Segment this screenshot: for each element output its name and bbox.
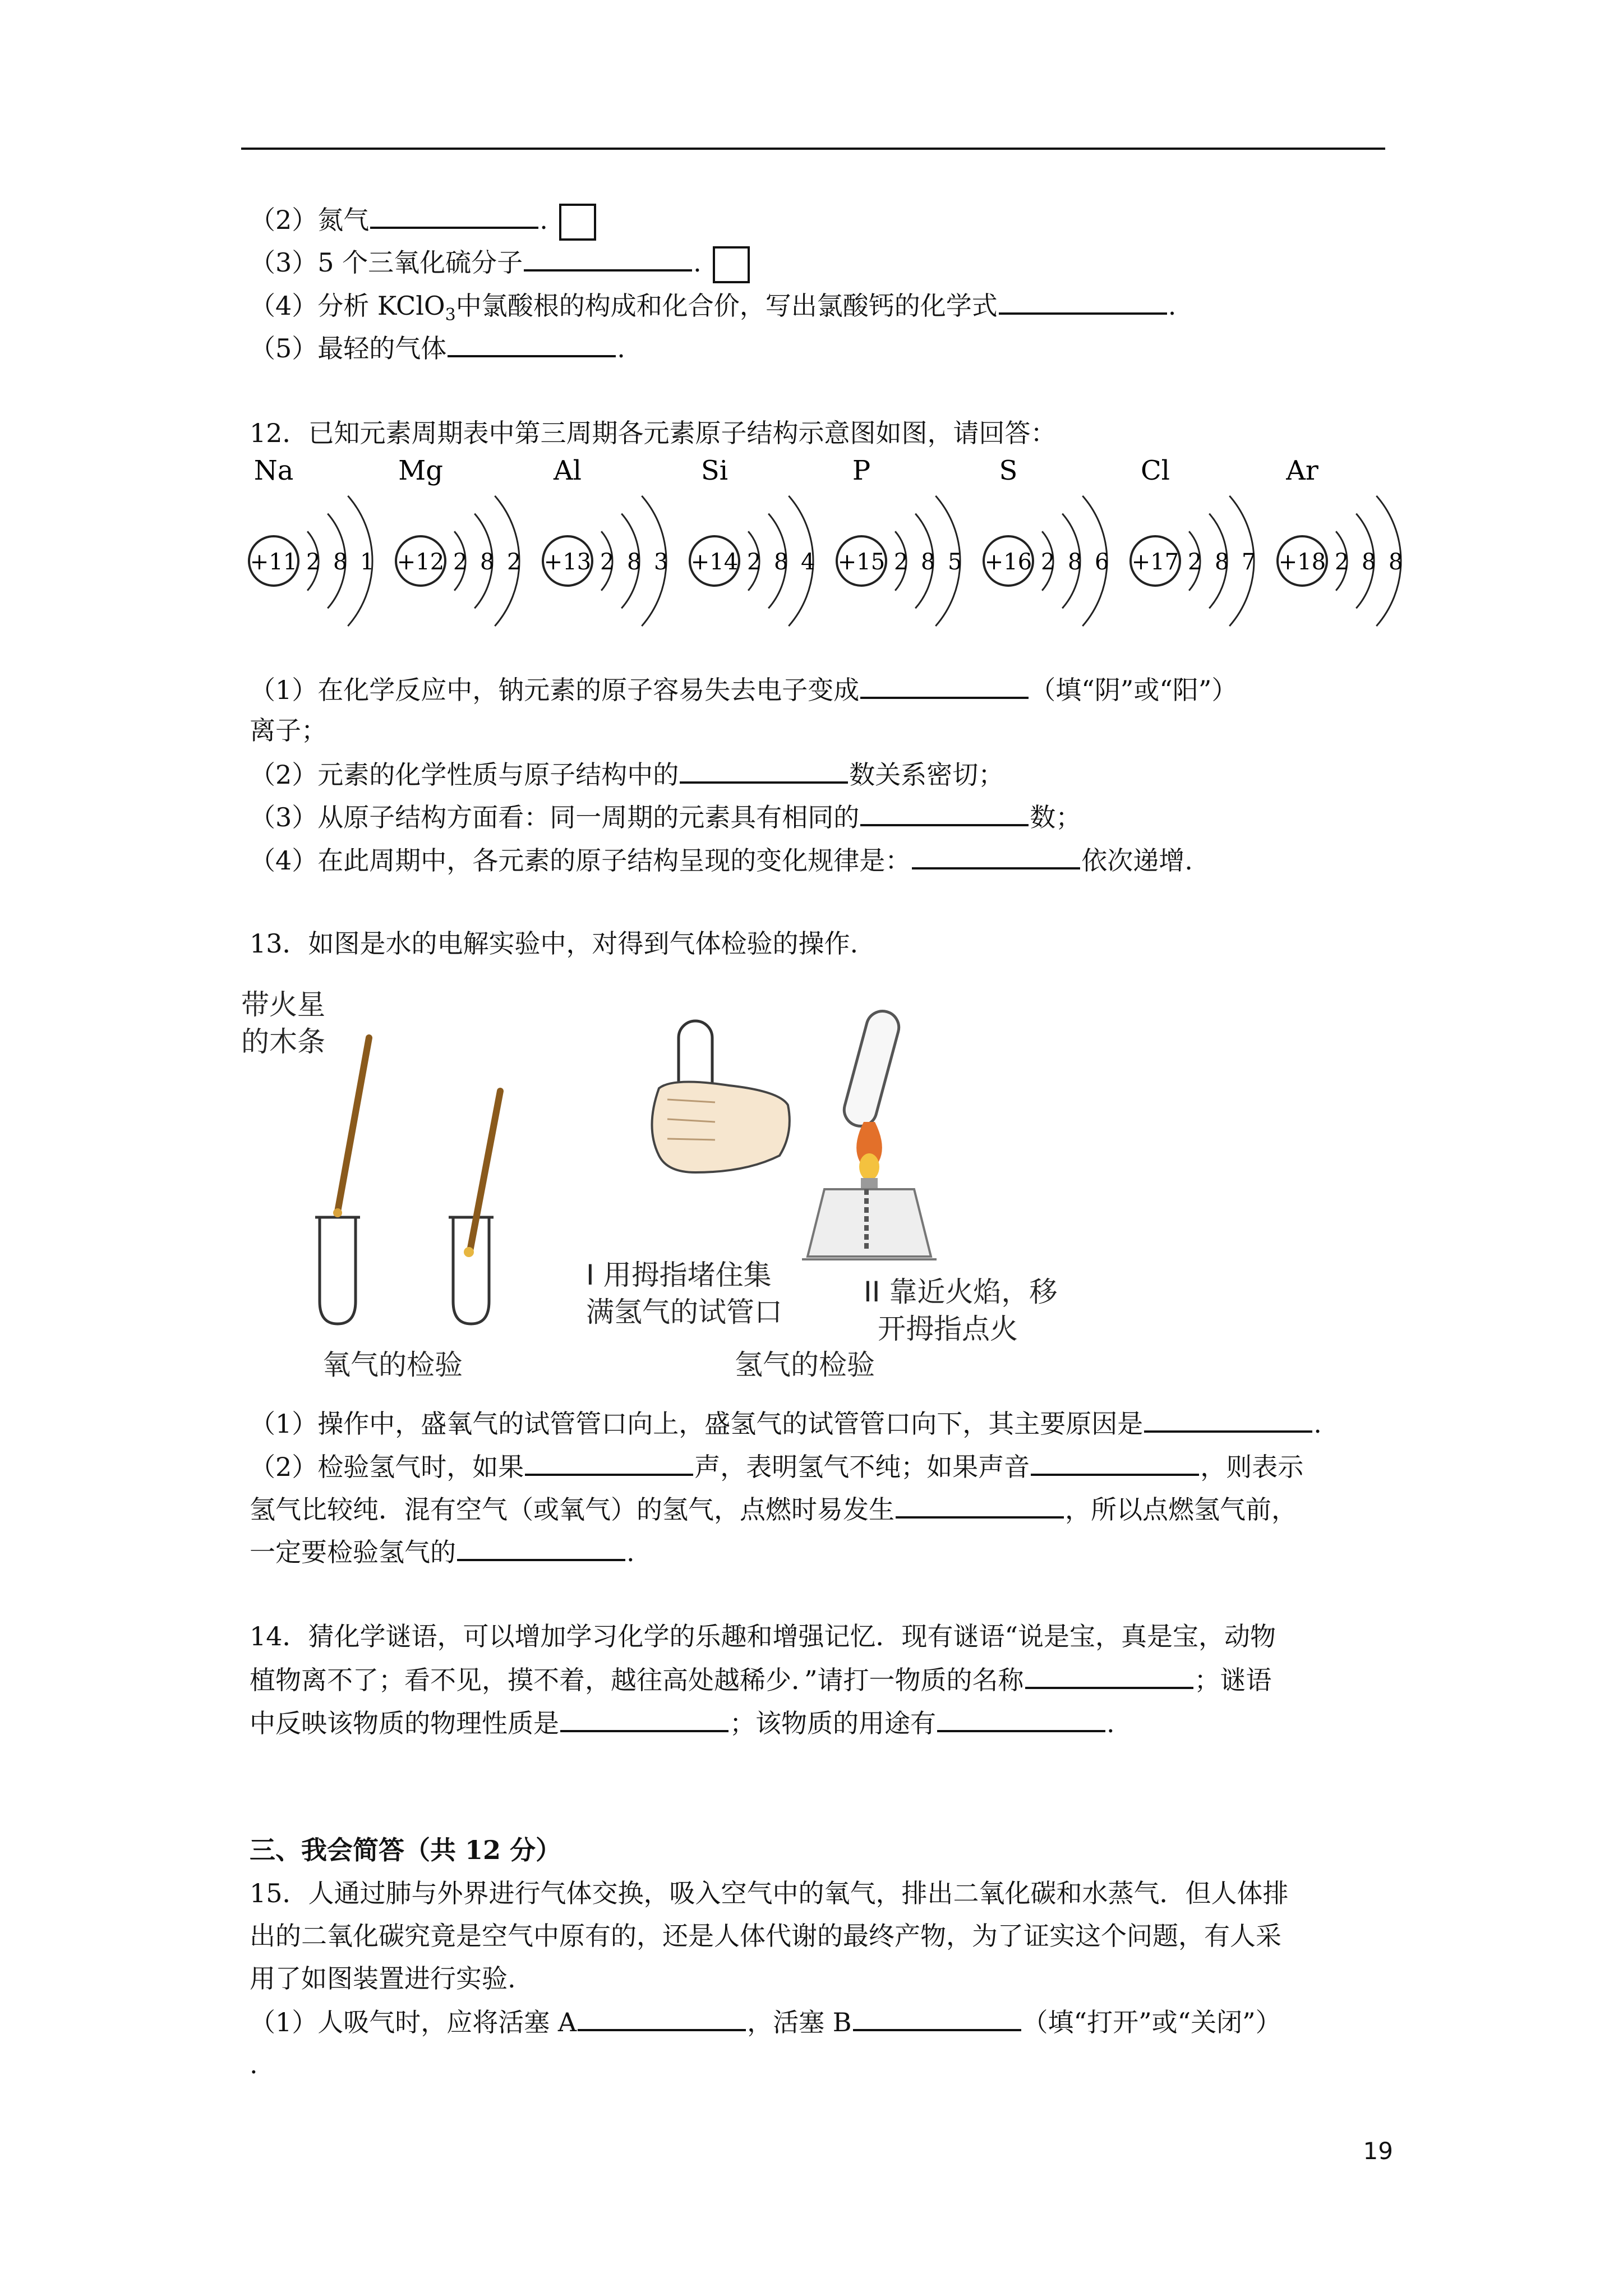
q12-part2-text: （2）元素的化学性质与原子结构中的 [250,760,679,790]
q11-part5-text: （5）最轻的气体 [250,333,447,364]
q14-line1: 14．猜化学谜语，可以增加学习化学的乐趣和增强记忆．现有谜语“说是宝，真是宝，动物 [250,1621,1276,1651]
q15-part1-hint: （填“打开”或“关闭”） [1022,2007,1281,2037]
electron-count: 5 [948,549,962,575]
electron-count: 2 [747,549,762,575]
answer-blank[interactable] [525,1449,693,1476]
electron-count: 7 [1242,549,1256,575]
test-tube-1 [315,1217,360,1324]
subscript: 3 [445,305,456,325]
element-symbol: Si [700,455,728,486]
q13-part2-text: （2）检验氢气时，如果 [250,1452,524,1482]
q14-line3-mid: ；该物质的用途有 [730,1708,936,1738]
q14-line3-tail: . [1106,1708,1115,1738]
q12-stem: 12．已知元素周期表中第三周期各元素原子结构示意图如图，请回答： [250,418,1057,448]
answer-blank[interactable] [560,1705,728,1732]
gas-test-figure [241,987,1058,1391]
q13-part1 [250,1406,1322,1441]
q13-part2 [250,1449,1303,1484]
element-symbol: Al [553,455,582,486]
electron-count: 2 [507,549,522,575]
nucleus-charge: +11 [250,549,298,575]
q13-part2-tail: ，则表示 [1200,1452,1304,1482]
q13-part1-tail: . [1313,1409,1322,1439]
q12-part1-text: （1）在化学反应中，钠元素的原子容易失去电子变成 [250,675,860,705]
electron-count: 2 [453,549,468,575]
splint-label-2: 的木条 [241,1025,325,1058]
q15-part1 [250,2004,1281,2039]
q13-part2-text-2: 氢气比较纯．混有空气（或氧气）的氢气，点燃时易发生 [250,1494,895,1525]
q15-line3: 用了如图装置进行实验. [250,1963,516,1994]
element-symbol: S [999,455,1018,486]
element-symbol: Mg [398,455,443,486]
step2-label-1: II 靠近火焰，移 [864,1276,1058,1308]
electron-count: 8 [921,549,935,575]
q11-part4-text: （4）分析 KClO [250,291,445,321]
nucleus-charge: +14 [690,549,739,575]
step1-label-1: I 用拇指堵住集 [586,1259,772,1291]
electron-count: 2 [1335,549,1349,575]
electron-count: 1 [360,549,375,575]
element-symbol: Ar [1286,455,1318,486]
q13-stem: 13．如图是水的电解实验中，对得到气体检验的操作. [250,928,859,959]
atom-diagram-na [249,455,374,626]
answer-blank[interactable] [853,2004,1021,2031]
atom-diagram-si [690,455,815,626]
q14-line3-text: 中反映该物质的物理性质是 [250,1708,559,1738]
answer-blank[interactable] [999,288,1167,315]
q14-line2-tail: ；谜语 [1194,1665,1272,1695]
electron-count: 8 [627,549,642,575]
atom-diagram-al [543,455,668,626]
electron-count: 8 [1389,549,1403,575]
answer-blank[interactable] [1025,1662,1193,1689]
step1-label-2: 满氢气的试管口 [586,1296,782,1328]
page-number: 19 [1363,2137,1393,2165]
gas-test-illustration [241,987,970,1391]
q12-part1-cont: 离子； [250,715,327,746]
q13-part2-tail-3: . [626,1537,635,1567]
section-3-title: 三、我会简答（共 12 分） [250,1835,562,1865]
q12-part1 [250,672,1237,707]
q12-part3 [250,799,1081,834]
electron-count: 8 [480,549,495,575]
answer-blank[interactable] [1144,1406,1312,1433]
answer-blank[interactable] [860,799,1029,826]
q15-line2: 出的二氧化碳究竟是空气中原有的，还是人体代谢的最终产物，为了证实这个问题，有人采 [250,1921,1281,1951]
alcohol-lamp [802,1007,937,1259]
answer-blank[interactable] [680,757,848,784]
nucleus-charge: +12 [396,549,445,575]
element-symbol: P [852,455,871,486]
hand-with-tube [652,1021,790,1172]
q15-line1: 15．人通过肺与外界进行气体交换，吸入空气中的氧气，排出二氧化碳和水蒸气．但人体排 [250,1878,1289,1908]
step2-label-2: 开拇指点火 [878,1313,1018,1345]
answer-blank[interactable] [457,1534,625,1561]
answer-blank[interactable] [896,1492,1064,1519]
header-rule [241,148,1385,150]
q14-line3 [250,1705,1115,1740]
electron-count: 8 [333,549,348,575]
splint-label-1: 带火星 [241,988,325,1021]
q12-part3-tail: 数； [1030,802,1082,832]
q15-part1-mid: ，活塞 B [747,2007,852,2037]
atom-diagram-mg [396,455,521,626]
q13-part2-line2 [250,1492,1297,1526]
nucleus-charge: +17 [1131,549,1179,575]
q11-part2-text: （2）氮气 [250,205,370,235]
q12-part4-text: （4）在此周期中，各元素的原子结构呈现的变化规律是： [250,845,911,876]
answer-blank[interactable] [912,843,1080,869]
q12-part2 [250,757,1004,792]
nucleus-charge: +16 [984,549,1032,575]
electron-count: 4 [801,549,815,575]
q13-part2-tail-2: ，所以点燃氢气前， [1065,1494,1297,1525]
electron-count: 2 [1041,549,1055,575]
q13-part2-text-3: 一定要检验氢气的 [250,1537,456,1567]
caption-hydrogen-test: 氢气的检验 [735,1349,875,1381]
electron-count: 6 [1095,549,1109,575]
q11-part4: （4）分析 KClO$_3$中氯酸根的构成和化合价，写出氯酸钙的化学式 . [250,288,1176,332]
electron-count: 2 [1188,549,1202,575]
q13-part2-line3 [250,1534,635,1569]
caption-oxygen-test: 氧气的检验 [322,1349,463,1381]
q12-part2-tail: 数关系密切； [849,760,1004,790]
q15-part1-cont: . [250,2049,258,2079]
answer-box[interactable] [559,204,596,241]
q11-part2: （2）氮气 . [250,202,596,241]
q13-part2-mid: 声，表明氢气不纯；如果声音 [694,1452,1030,1482]
element-symbol: Cl [1140,455,1170,486]
electron-count: 2 [306,549,321,575]
electron-count: 3 [654,549,668,575]
electron-count: 8 [1215,549,1229,575]
electron-count: 2 [600,549,615,575]
nucleus-charge: +15 [837,549,886,575]
electron-count: 8 [1362,549,1376,575]
q12-part4 [250,843,1193,877]
q13-part1-text: （1）操作中，盛氧气的试管管口向上，盛氢气的试管管口向下，其主要原因是 [250,1409,1144,1439]
answer-blank[interactable] [524,245,692,272]
answer-box[interactable] [713,246,750,283]
answer-blank[interactable] [578,2004,746,2031]
nucleus-charge: +13 [543,549,592,575]
atomic-structure-diagrams [241,454,1424,651]
q12-part1-hint: （填“阴”或“阳”） [1030,675,1238,705]
answer-blank[interactable] [860,672,1029,699]
glowing-splint-1 [333,1038,369,1217]
element-symbol: Na [253,455,294,486]
q14-line2 [250,1662,1272,1697]
q12-part3-text: （3）从原子结构方面看：同一周期的元素具有相同的 [250,802,860,832]
answer-blank[interactable] [370,202,538,229]
q11-part3-text: （3）5 个三氧化硫分子 [250,247,523,278]
atom-diagram-cl [1131,455,1256,626]
atom-diagram-s [984,455,1109,626]
q11-part4-text-2: 中氯酸根的构成和化合价，写出氯酸钙的化学式 [455,291,998,321]
q11-part3: （3）5 个三氧化硫分子 . [250,245,750,283]
atom-diagram-ar [1278,455,1403,626]
q14-line2-text: 植物离不了；看不见，摸不着，越往高处越稀少．”请打一物质的名称 [250,1665,1024,1695]
answer-blank[interactable] [1031,1449,1199,1476]
atom-diagram-p [837,455,962,626]
nucleus-charge: +18 [1278,549,1326,575]
q11-part5: （5）最轻的气体 . [250,330,625,365]
q12-part4-tail: 依次递增. [1081,845,1193,876]
answer-blank[interactable] [937,1705,1105,1732]
q15-part1-text: （1）人吸气时，应将活塞 A [250,2007,577,2037]
answer-blank[interactable] [448,330,616,357]
electron-count: 8 [774,549,789,575]
glowing-splint-2 [464,1091,500,1257]
electron-count: 8 [1068,549,1082,575]
electron-count: 2 [894,549,909,575]
